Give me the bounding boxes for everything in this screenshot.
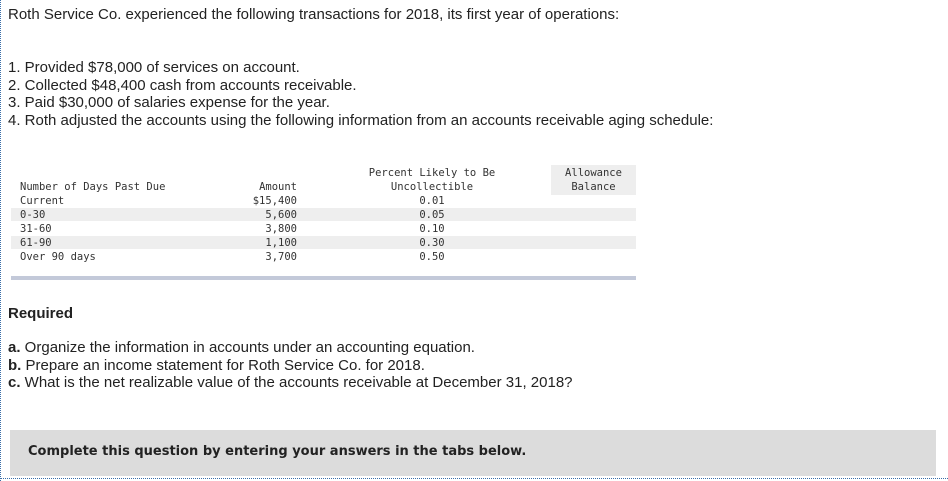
aging-schedule-table [11, 165, 636, 281]
transaction-item: 3. Paid $30,000 of salaries expense for the year. [8, 94, 330, 111]
row-days: Over 90 days [20, 251, 96, 263]
row-amount: 3,700 [265, 251, 297, 263]
row-days: 0-30 [20, 209, 46, 221]
row-percent: 0.05 [419, 209, 445, 221]
row-days: 31-60 [20, 223, 52, 235]
transaction-item: 2. Collected $48,400 cash from accounts receivable. [8, 76, 357, 94]
required-item [8, 339, 573, 357]
header-percent-line2: Uncollectible [390, 181, 474, 193]
row-percent: 0.50 [419, 251, 445, 263]
problem-intro: Roth Service Co. experienced the following transactions for 2018, its first year of operations: [8, 6, 620, 23]
instruction-bar [10, 430, 936, 476]
required-item-text: What is the net realizable value of the accounts receivable at December 31, 2018? [20, 374, 573, 391]
required-heading: Required [8, 305, 74, 322]
required-item [8, 357, 573, 375]
required-item-text: Prepare an income statement for Roth Service Co. for 2018. [21, 356, 425, 374]
row-days: Current [20, 195, 65, 207]
header-amount: Amount [259, 181, 297, 193]
bottom-frame-border [0, 478, 948, 479]
header-days-past-due: Number of Days Past Due [20, 181, 166, 193]
required-item-letter: a. [8, 339, 21, 356]
row-percent: 0.30 [419, 237, 445, 249]
row-amount: 1,100 [265, 237, 297, 249]
header-allowance-line1: Allowance [565, 167, 622, 179]
header-percent-line1: Percent Likely to Be [368, 167, 496, 179]
row-stripe [11, 208, 636, 221]
row-percent: 0.10 [419, 223, 445, 235]
row-stripe [11, 236, 636, 249]
table-bottom-rule [11, 276, 636, 280]
row-percent: 0.01 [419, 195, 445, 207]
instruction-text: Complete this question by entering your answers in the tabs below. [28, 444, 527, 459]
left-frame-border [0, 0, 1, 481]
transaction-item: 1. Provided $78,000 of services on account. [8, 59, 300, 76]
row-amount: 5,600 [265, 209, 297, 221]
required-item [8, 374, 573, 392]
required-item-letter: c. [8, 374, 21, 391]
transaction-item: 4. Roth adjusted the accounts using the following information from an accounts receivable aging schedule: [8, 111, 714, 129]
header-allowance-line2: Balance [571, 181, 616, 193]
required-list [8, 339, 573, 392]
transaction-list [8, 59, 713, 129]
required-item-text: Organize the information in accounts under an accounting equation. [20, 339, 475, 356]
row-amount: $15,400 [252, 195, 297, 207]
row-amount: 3,800 [265, 223, 297, 235]
row-days: 61-90 [20, 237, 52, 249]
required-item-letter: b. [8, 356, 22, 374]
